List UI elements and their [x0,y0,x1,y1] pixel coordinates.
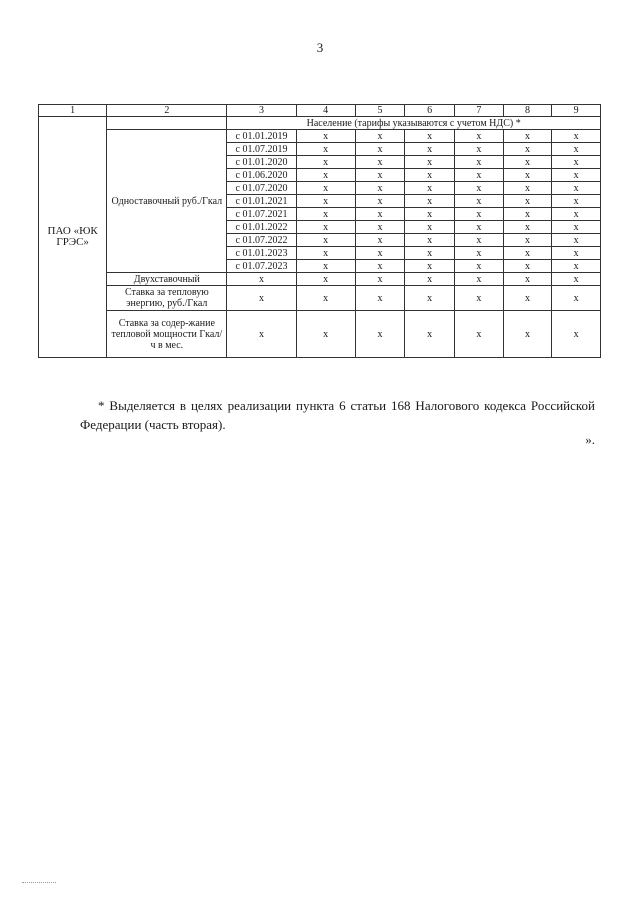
value-cell: х [355,234,405,247]
table-row [39,117,601,130]
column-header: 1 [39,105,107,117]
table-row [39,273,601,286]
value-cell: х [296,221,355,234]
value-cell: х [355,247,405,260]
value-cell: х [355,221,405,234]
value-cell: х [455,234,504,247]
value-cell: х [503,156,552,169]
value-cell: х [455,195,504,208]
organization-cell: ПАО «ЮК ГРЭС» [39,117,107,358]
value-cell: х [296,260,355,273]
period-date: с 01.01.2022 [227,221,296,234]
value-cell: х [355,143,405,156]
value-cell: х [552,273,601,286]
value-cell: х [355,182,405,195]
rate-label: Двухставочный [107,273,227,286]
value-cell: х [405,234,455,247]
value-cell: х [227,286,296,311]
table-row [39,311,601,358]
value-cell: х [552,156,601,169]
value-cell: х [552,208,601,221]
value-cell: х [296,195,355,208]
value-cell: х [455,156,504,169]
value-cell: х [455,260,504,273]
value-cell: х [455,286,504,311]
period-date: с 01.06.2020 [227,169,296,182]
value-cell: х [552,221,601,234]
value-cell: х [503,247,552,260]
value-cell: х [455,169,504,182]
value-cell: х [355,260,405,273]
value-cell: х [552,286,601,311]
value-cell: х [405,260,455,273]
value-cell: х [355,130,405,143]
table-row [39,130,601,143]
value-cell: х [503,260,552,273]
value-cell: х [405,208,455,221]
period-date: с 01.07.2020 [227,182,296,195]
value-cell: х [355,311,405,358]
period-date: с 01.01.2019 [227,130,296,143]
value-cell: х [455,143,504,156]
section-title: Население (тарифы указываются с учетом НДС) * [227,117,601,130]
rate-label: Ставка за содер-жание тепловой мощности Гкал/ч в мес. [107,311,227,358]
period-date: с 01.01.2021 [227,195,296,208]
value-cell: х [296,247,355,260]
rate-label: Ставка за тепловую энергию, руб./Гкал [107,286,227,311]
period-date: с 01.07.2023 [227,260,296,273]
value-cell: х [355,156,405,169]
footnote: * Выделяется в целях реализации пункта 6 статьи 168 Налогового кодекса Российской Федерации (часть вторая). [80,398,595,432]
value-cell: х [552,195,601,208]
value-cell: х [503,130,552,143]
value-cell: х [296,273,355,286]
period-date: с 01.07.2019 [227,143,296,156]
value-cell: х [296,234,355,247]
value-cell: х [503,221,552,234]
closing-mark: ». [585,432,595,447]
value-cell: х [296,169,355,182]
value-cell: х [405,182,455,195]
value-cell: х [552,260,601,273]
value-cell: х [405,130,455,143]
value-cell: х [296,130,355,143]
value-cell: х [405,156,455,169]
column-header: 9 [552,105,601,117]
value-cell: х [405,286,455,311]
value-cell: х [552,234,601,247]
value-cell: х [552,169,601,182]
value-cell: х [355,208,405,221]
value-cell: х [455,247,504,260]
column-header: 5 [355,105,405,117]
column-header: 6 [405,105,455,117]
empty-cell [107,117,227,130]
value-cell: х [355,286,405,311]
table-row [39,286,601,311]
value-cell: х [455,182,504,195]
value-cell: х [455,311,504,358]
value-cell: х [503,182,552,195]
value-cell: х [405,195,455,208]
column-header: 7 [455,105,504,117]
value-cell: х [296,182,355,195]
value-cell: х [227,273,296,286]
value-cell: х [503,234,552,247]
value-cell: х [552,182,601,195]
value-cell: х [503,195,552,208]
period-date: с 01.01.2020 [227,156,296,169]
tariff-table [38,104,601,358]
value-cell: х [227,311,296,358]
value-cell: х [405,273,455,286]
value-cell: х [355,195,405,208]
column-header: 3 [227,105,296,117]
value-cell: х [503,208,552,221]
single-rate-label: Одноставочный руб./Гкал [107,130,227,273]
value-cell: х [405,247,455,260]
value-cell: х [552,130,601,143]
value-cell: х [405,143,455,156]
value-cell: х [296,286,355,311]
value-cell: х [503,286,552,311]
value-cell: х [455,273,504,286]
column-header: 2 [107,105,227,117]
period-date: с 01.07.2021 [227,208,296,221]
column-header: 8 [503,105,552,117]
value-cell: х [296,156,355,169]
scan-artifact [22,882,56,883]
period-date: с 01.01.2023 [227,247,296,260]
value-cell: х [405,311,455,358]
period-date: с 01.07.2022 [227,234,296,247]
value-cell: х [296,311,355,358]
table-header-row [39,105,601,117]
value-cell: х [455,221,504,234]
value-cell: х [503,311,552,358]
page-number: 3 [316,40,324,55]
value-cell: х [455,208,504,221]
column-header: 4 [296,105,355,117]
value-cell: х [405,169,455,182]
value-cell: х [552,311,601,358]
value-cell: х [405,221,455,234]
value-cell: х [552,247,601,260]
value-cell: х [503,143,552,156]
value-cell: х [552,143,601,156]
value-cell: х [503,169,552,182]
value-cell: х [355,273,405,286]
value-cell: х [296,208,355,221]
value-cell: х [355,169,405,182]
value-cell: х [296,143,355,156]
value-cell: х [503,273,552,286]
value-cell: х [455,130,504,143]
